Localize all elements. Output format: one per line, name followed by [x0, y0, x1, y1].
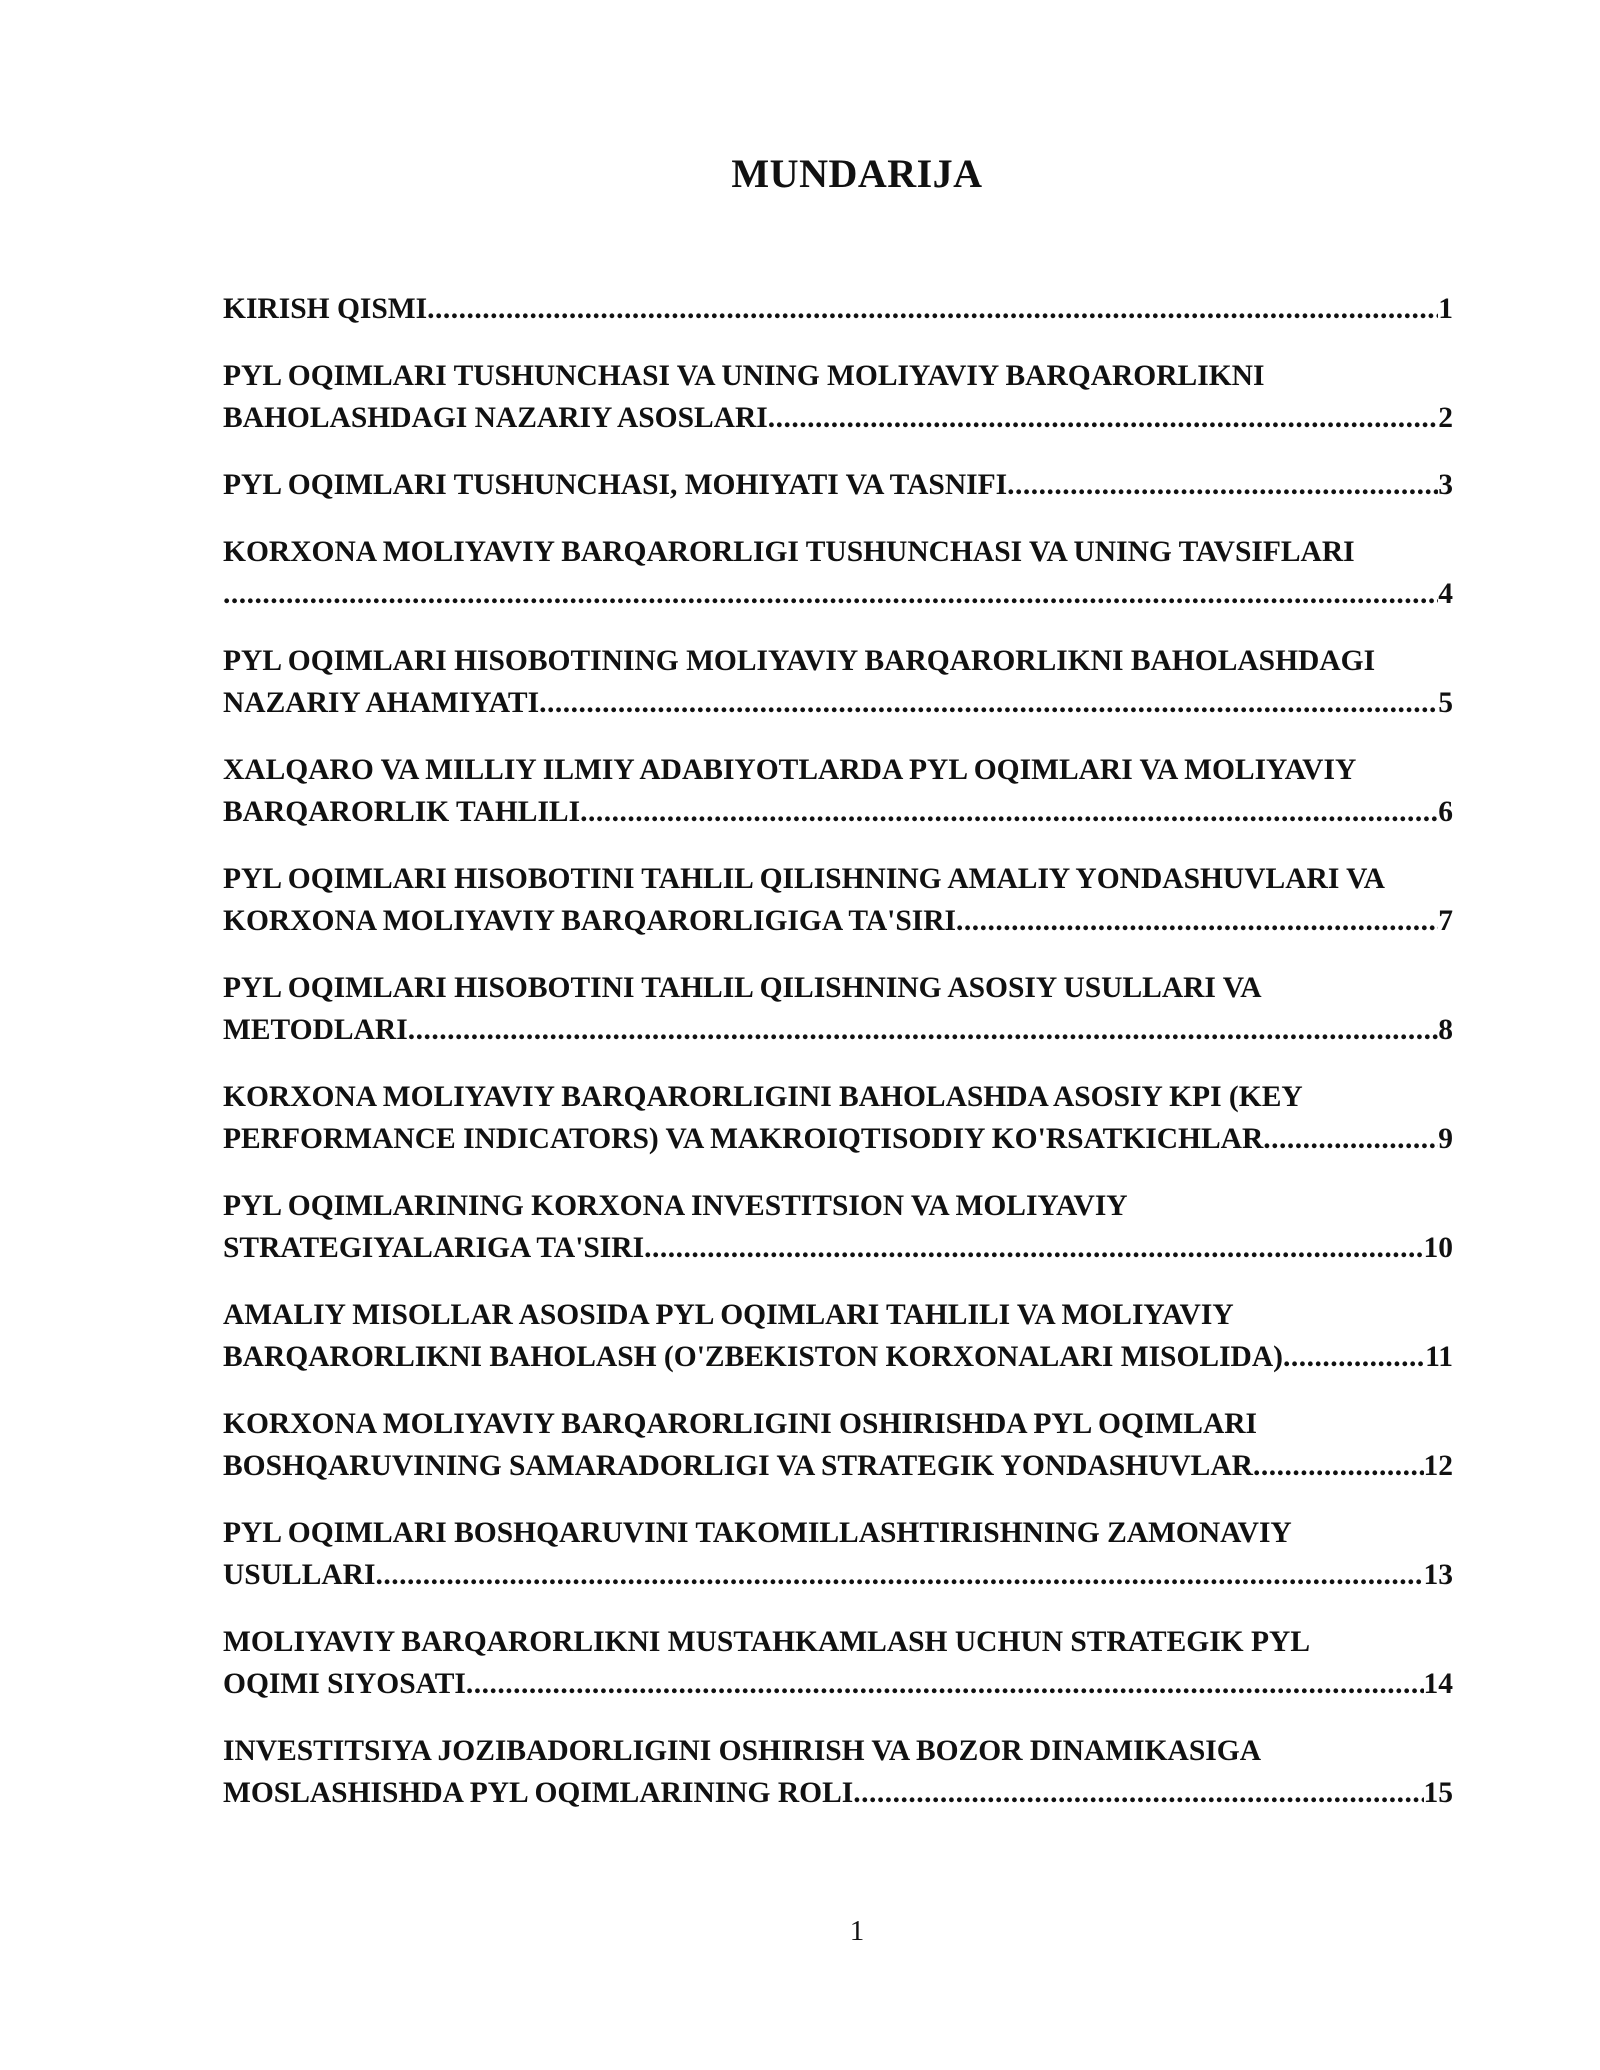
toc-entry[interactable]	[223, 464, 1453, 506]
toc-page-number: 11	[1425, 1341, 1453, 1373]
table-of-contents	[223, 288, 1453, 1839]
toc-entry-title-line: MOSLASHISHDA PYL OQIMLARINING ROLI	[223, 1777, 854, 1809]
toc-entry[interactable]	[223, 1076, 1453, 1160]
toc-page-number: 2	[1438, 402, 1453, 434]
toc-entry[interactable]	[223, 858, 1453, 942]
toc-entry-title-line: BAHOLASHDAGI NAZARIY ASOSLARI	[223, 402, 768, 434]
toc-entry-final-line	[223, 1554, 1453, 1596]
dot-leader	[223, 573, 1438, 615]
toc-entry-final-line	[223, 900, 1453, 942]
toc-entry-title-line: PYL OQIMLARI TUSHUNCHASI, MOHIYATI VA TASNIFI	[223, 469, 1008, 501]
toc-entry-final-line	[223, 1336, 1453, 1378]
toc-entry[interactable]	[223, 640, 1453, 724]
dot-leader	[644, 1227, 1423, 1269]
toc-entry-title-line: KIRISH QISMI	[223, 293, 428, 325]
toc-entry[interactable]	[223, 288, 1453, 330]
dot-leader	[1253, 1445, 1424, 1487]
dot-leader	[375, 1554, 1423, 1596]
toc-entry[interactable]	[223, 355, 1453, 439]
toc-entry-title-line: METODLARI	[223, 1014, 408, 1046]
toc-entry[interactable]	[223, 1185, 1453, 1269]
toc-entry-final-line	[223, 1009, 1453, 1051]
toc-entry[interactable]	[223, 1294, 1453, 1378]
toc-page-number: 15	[1423, 1777, 1453, 1809]
toc-entry-title-line: PERFORMANCE INDICATORS) VA MAKROIQTISODIY KO'RSATKICHLAR	[223, 1123, 1264, 1155]
toc-page-number: 4	[1438, 578, 1453, 610]
page-title: MUNDARIJA	[731, 151, 983, 196]
toc-page-number: 7	[1438, 905, 1453, 937]
toc-entry-final-line	[223, 791, 1453, 833]
dot-leader	[853, 1772, 1423, 1814]
toc-page-number: 6	[1438, 796, 1453, 828]
toc-entry-final-line	[223, 464, 1453, 506]
toc-entry-title-line: NAZARIY AHAMIYATI	[223, 687, 540, 719]
dot-leader	[427, 288, 1438, 330]
toc-entry-final-line	[223, 1663, 1453, 1705]
toc-page-number: 14	[1423, 1668, 1453, 1700]
toc-entry-title-line: USULLARI	[223, 1559, 376, 1591]
toc-entry-title-line: PYL OQIMLARI HISOBOTINI TAHLIL QILISHNING AMALIY YONDASHUVLARI VA	[223, 863, 1385, 895]
dot-leader	[539, 682, 1438, 724]
dot-leader	[1007, 464, 1438, 506]
toc-entry-title-line: KORXONA MOLIYAVIY BARQARORLIGIGA TA'SIRI	[223, 905, 957, 937]
dot-leader	[408, 1009, 1439, 1051]
toc-entry-final-line	[223, 1445, 1453, 1487]
toc-page-number: 8	[1438, 1014, 1453, 1046]
toc-entry-title-line: BARQARORLIK TAHLILI	[223, 796, 581, 828]
toc-entry-final-line	[223, 1118, 1453, 1160]
page-number: 1	[849, 1915, 865, 1947]
toc-entry-title-line: PYL OQIMLARINING KORXONA INVESTITSION VA MOLIYAVIY	[223, 1190, 1128, 1222]
toc-entry-final-line	[223, 1227, 1453, 1269]
dot-leader	[1263, 1118, 1438, 1160]
toc-entry[interactable]	[223, 1512, 1453, 1596]
dot-leader	[580, 791, 1438, 833]
toc-entry[interactable]	[223, 1403, 1453, 1487]
toc-entry-title-line: OQIMI SIYOSATI	[223, 1668, 466, 1700]
toc-entry-title-line: BARQARORLIKNI BAHOLASH (O'ZBEKISTON KORXONALARI MISOLIDA)	[223, 1341, 1283, 1373]
dot-leader	[1283, 1336, 1425, 1378]
toc-entry-title-line: XALQARO VA MILLIY ILMIY ADABIYOTLARDA PYL OQIMLARI VA MOLIYAVIY	[223, 754, 1357, 786]
toc-entry-title-line: PYL OQIMLARI HISOBOTINI TAHLIL QILISHNING ASOSIY USULLARI VA	[223, 972, 1262, 1004]
toc-page-number: 9	[1438, 1123, 1453, 1155]
toc-entry[interactable]	[223, 967, 1453, 1051]
toc-page-number: 1	[1438, 293, 1453, 325]
toc-entry-title-line: MOLIYAVIY BARQARORLIKNI MUSTAHKAMLASH UCHUN STRATEGIK PYL	[223, 1626, 1310, 1658]
toc-entry-final-line	[223, 1772, 1453, 1814]
toc-entry-title-line: AMALIY MISOLLAR ASOSIDA PYL OQIMLARI TAHLILI VA MOLIYAVIY	[223, 1299, 1234, 1331]
toc-entry-final-line	[223, 573, 1453, 615]
toc-entry-title-line: PYL OQIMLARI TUSHUNCHASI VA UNING MOLIYAVIY BARQARORLIKNI	[223, 360, 1265, 392]
toc-entry-title-line: KORXONA MOLIYAVIY BARQARORLIGINI BAHOLASHDA ASOSIY KPI (KEY	[223, 1081, 1303, 1113]
toc-entry-title-line: KORXONA MOLIYAVIY BARQARORLIGI TUSHUNCHASI VA UNING TAVSIFLARI	[223, 536, 1355, 568]
toc-page-number: 10	[1423, 1232, 1453, 1264]
toc-entry-final-line	[223, 288, 1453, 330]
dot-leader	[956, 900, 1438, 942]
toc-entry-final-line	[223, 682, 1453, 724]
dot-leader	[768, 397, 1438, 439]
toc-entry-title-line: STRATEGIYALARIGA TA'SIRI	[223, 1232, 645, 1264]
toc-entry[interactable]	[223, 531, 1453, 615]
toc-page-number: 13	[1423, 1559, 1453, 1591]
toc-entry-title-line: PYL OQIMLARI BOSHQARUVINI TAKOMILLASHTIRISHNING ZAMONAVIY	[223, 1517, 1292, 1549]
dot-leader	[466, 1663, 1424, 1705]
toc-entry[interactable]	[223, 1621, 1453, 1705]
toc-entry-title-line: BOSHQARUVINING SAMARADORLIGI VA STRATEGIK YONDASHUVLAR	[223, 1450, 1253, 1482]
toc-entry-title-line: PYL OQIMLARI HISOBOTINING MOLIYAVIY BARQARORLIKNI BAHOLASHDAGI	[223, 645, 1376, 677]
toc-entry-final-line	[223, 397, 1453, 439]
toc-page-number: 3	[1438, 469, 1453, 501]
toc-entry-title-line: INVESTITSIYA JOZIBADORLIGINI OSHIRISH VA BOZOR DINAMIKASIGA	[223, 1735, 1262, 1767]
toc-page-number: 12	[1423, 1450, 1453, 1482]
toc-page-number: 5	[1438, 687, 1453, 719]
toc-entry-title-line: KORXONA MOLIYAVIY BARQARORLIGINI OSHIRISHDA PYL OQIMLARI	[223, 1408, 1258, 1440]
toc-entry[interactable]	[223, 749, 1453, 833]
toc-entry[interactable]	[223, 1730, 1453, 1814]
